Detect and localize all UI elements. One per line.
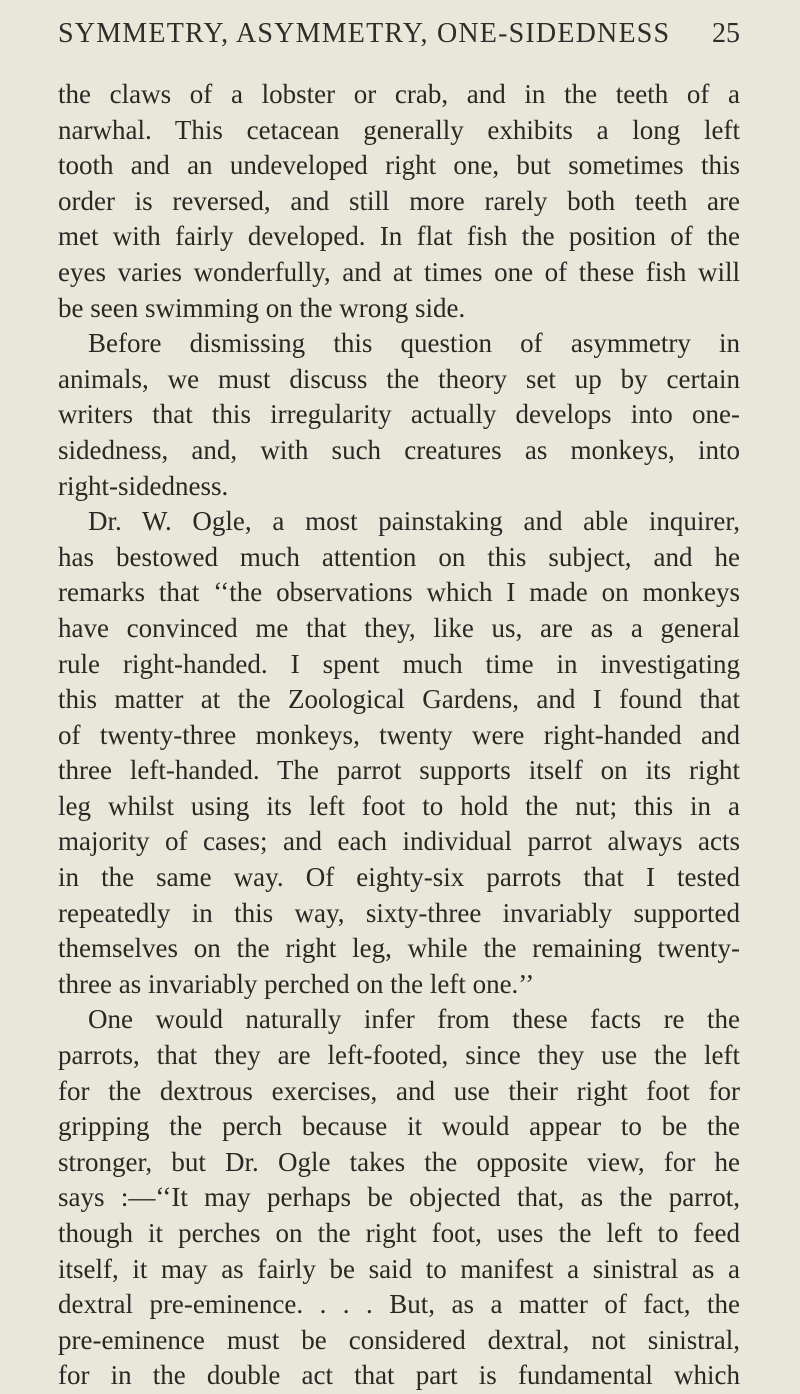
text-line: pre-eminence must be considered dextral, not sinistral,	[58, 1324, 740, 1355]
text-line: in the same way. Of eighty-six parrots that I tested	[58, 862, 740, 893]
text-line: right-sidedness.	[58, 470, 229, 501]
text-line: for in the double act that part is fundamental which	[58, 1360, 740, 1391]
text-line: has bestowed much attention on this subject, and he	[58, 541, 740, 572]
text-line: writers that this irregularity actually develops into one-	[58, 399, 740, 430]
text-line: themselves on the right leg, while the remaining twenty-	[58, 933, 740, 964]
text-line: have convinced me that they, like us, are as a general	[58, 612, 740, 643]
text-line: dextral pre-eminence. . . . But, as a matter of fact, the	[58, 1289, 740, 1320]
text-line: Before dismissing this question of asymmetry in	[88, 328, 740, 359]
text-line: repeatedly in this way, sixty-three invariably supported	[58, 897, 740, 928]
text-line: the claws of a lobster or crab, and in the teeth of a	[58, 79, 740, 109]
text-line: One would naturally infer from these facts re the	[88, 1004, 740, 1035]
text-line: remarks that ‘‘the observations which I made on monkeys	[58, 577, 740, 608]
text-line: narwhal. This cetacean generally exhibits a long left	[58, 114, 740, 145]
text-line: animals, we must discuss the theory set up by certain	[58, 363, 740, 394]
text-line: be seen swimming on the wrong side.	[58, 292, 466, 323]
text-line: met with fairly developed. In flat fish the position of the	[58, 221, 740, 252]
text-line: Dr. W. Ogle, a most painstaking and able inquirer,	[88, 506, 740, 537]
body-text	[58, 77, 740, 1394]
text-line: three left-handed. The parrot supports itself on its right	[58, 755, 740, 786]
text-line: gripping the perch because it would appear to be the	[58, 1111, 740, 1142]
text-line: stronger, but Dr. Ogle takes the opposite view, for he	[58, 1146, 740, 1177]
text-line: of twenty-three monkeys, twenty were right-handed and	[58, 719, 740, 750]
text-line: majority of cases; and each individual parrot always acts	[58, 826, 740, 857]
page-number: 25	[712, 18, 740, 49]
text-line: sidedness, and, with such creatures as monkeys, into	[58, 434, 740, 465]
text-line: leg whilst using its left foot to hold the nut; this in a	[58, 790, 740, 821]
text-line: itself, it may as fairly be said to manifest a sinistral as a	[58, 1253, 740, 1284]
running-head	[58, 18, 740, 58]
text-line: tooth and an undeveloped right one, but sometimes this	[58, 150, 740, 181]
book-page	[58, 0, 740, 1391]
text-line: though it perches on the right foot, uses the left to feed	[58, 1218, 740, 1248]
text-line: rule right-handed. I spent much time in investigating	[58, 648, 740, 679]
text-line: says :—‘‘It may perhaps be objected that, as the parrot,	[58, 1182, 740, 1213]
text-line: three as invariably perched on the left one.’’	[58, 968, 535, 999]
text-line: eyes varies wonderfully, and at times one of these fish will	[58, 256, 740, 287]
text-line: for the dextrous exercises, and use their right foot for	[58, 1075, 740, 1106]
text-line: this matter at the Zoological Gardens, and I found that	[58, 684, 740, 715]
text-line: parrots, that they are left-footed, since they use the left	[58, 1040, 740, 1071]
running-title: SYMMETRY, ASYMMETRY, ONE-SIDEDNESS	[58, 18, 671, 49]
text-line: order is reversed, and still more rarely both teeth are	[58, 185, 740, 216]
